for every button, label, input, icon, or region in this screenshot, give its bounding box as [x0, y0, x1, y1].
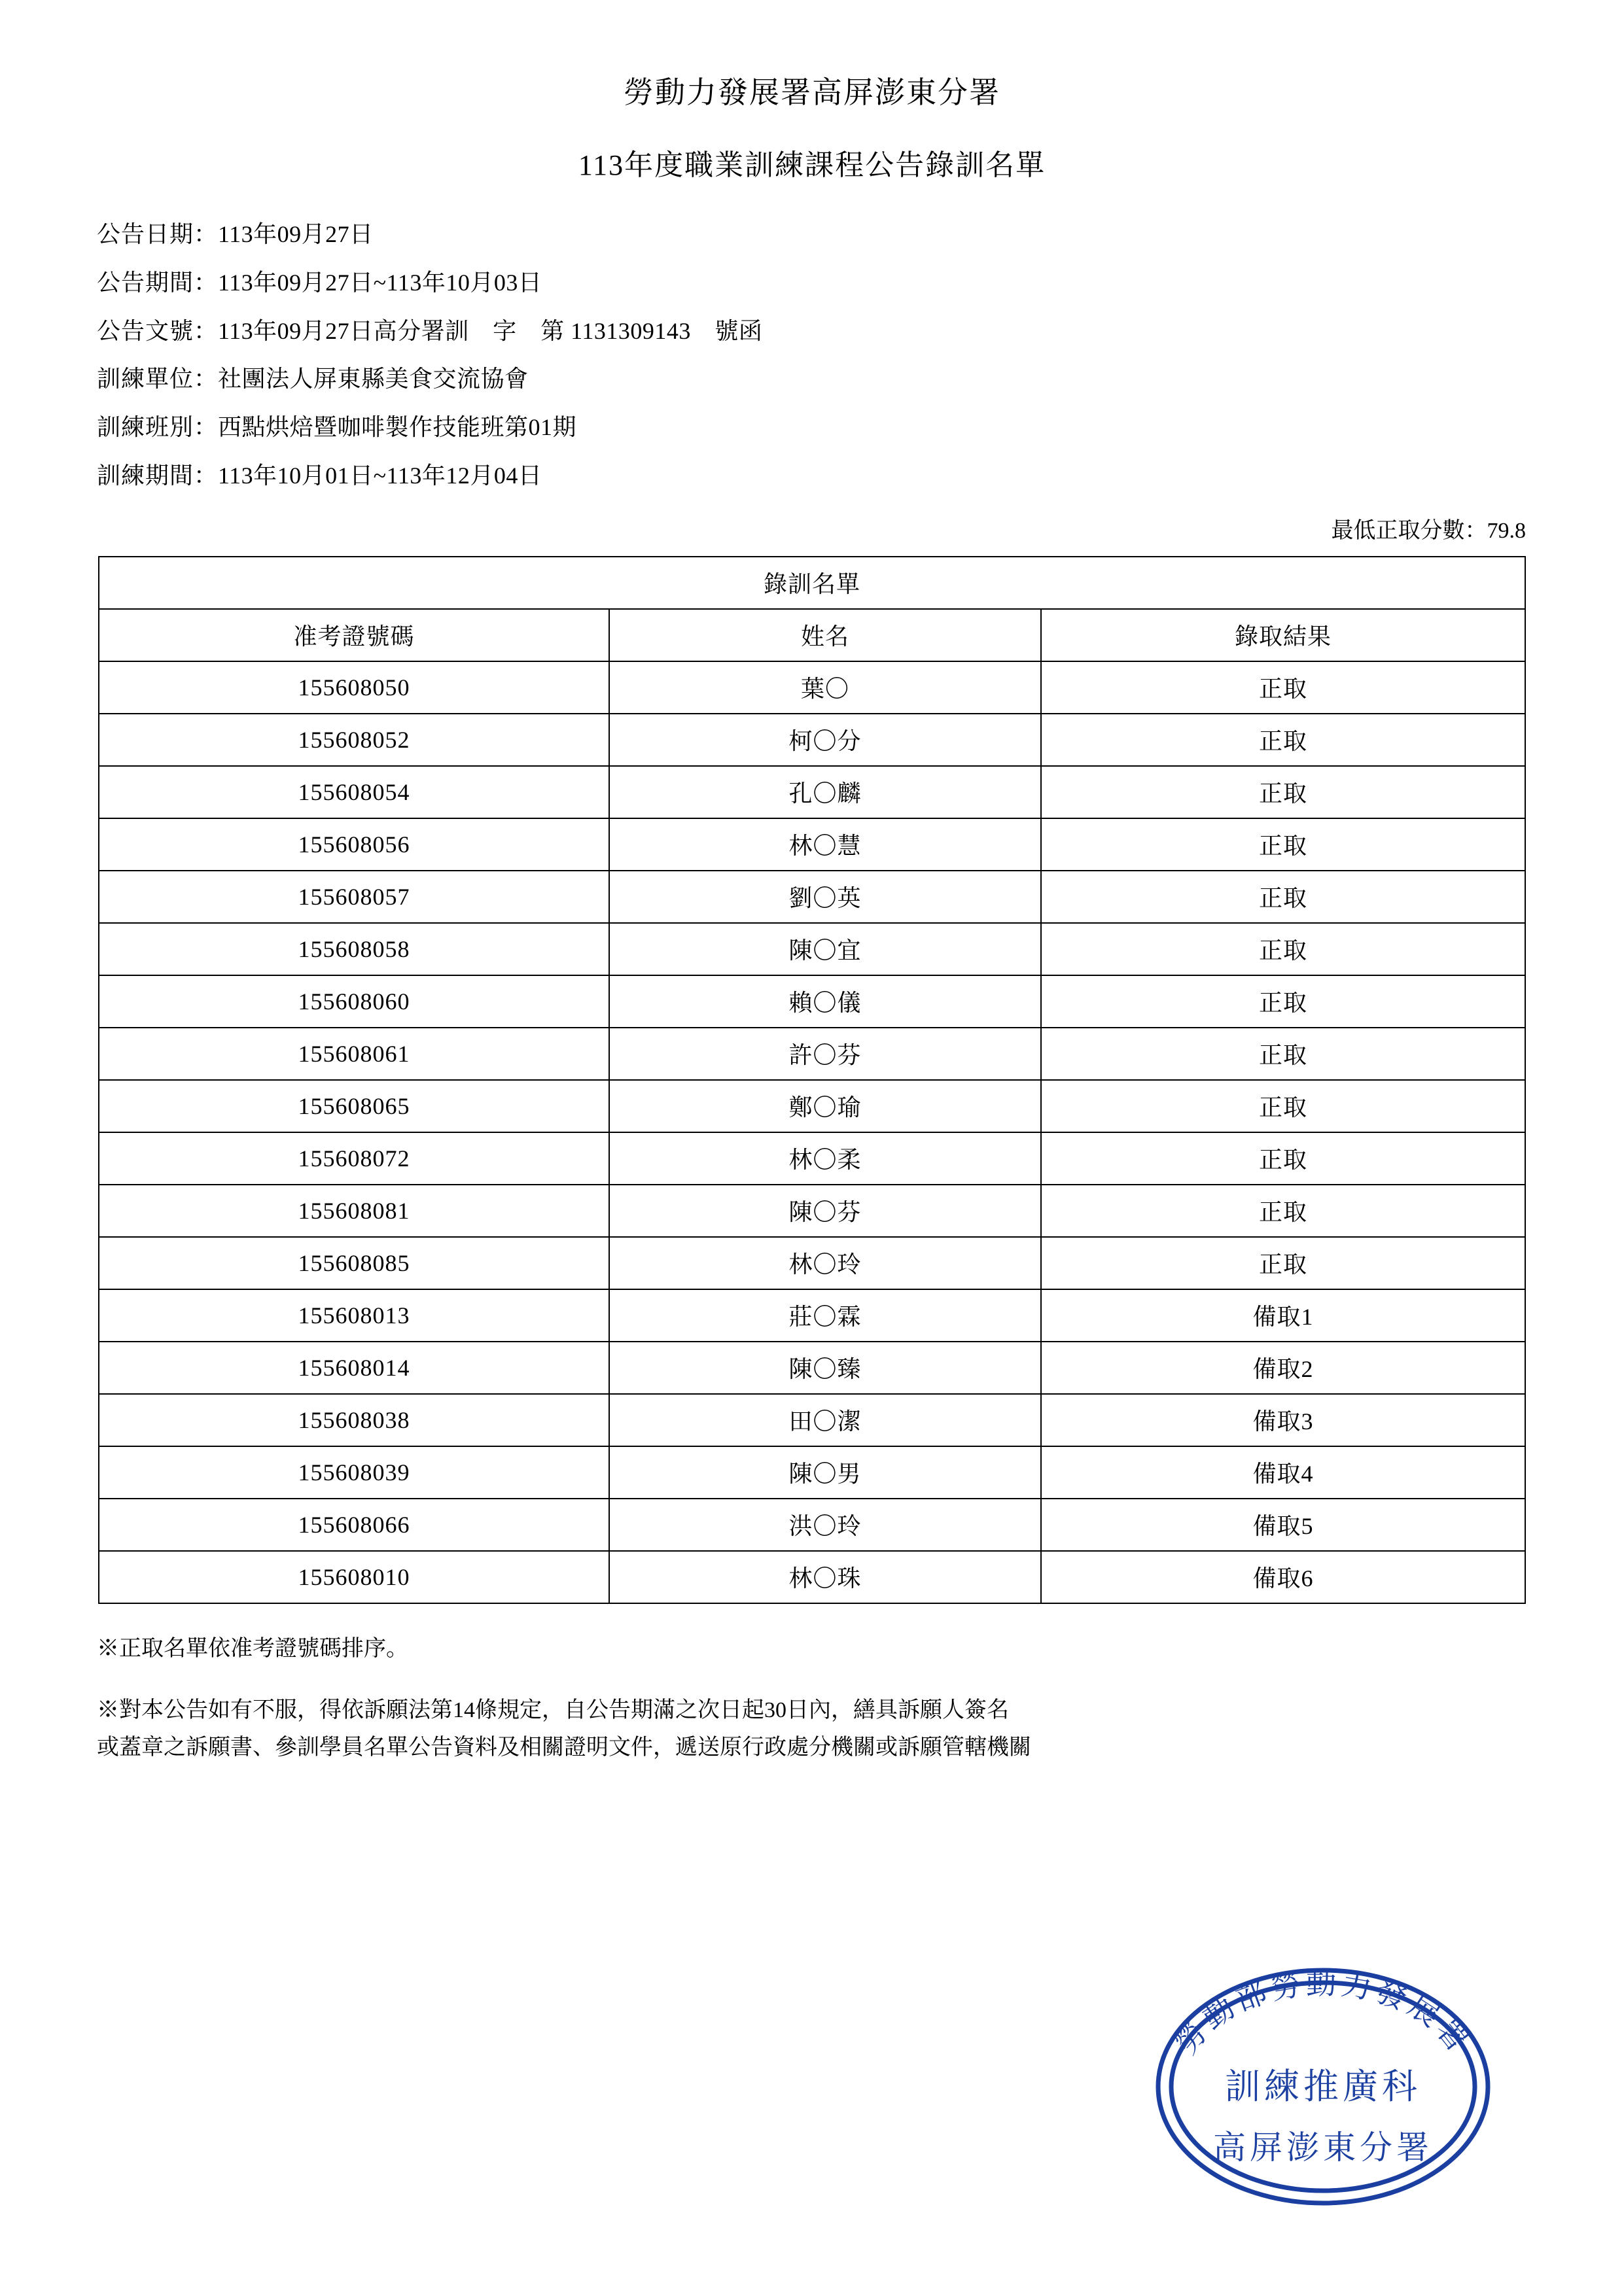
cell-id: 155608065 [99, 1080, 609, 1132]
cell-name: 莊〇霖 [609, 1289, 1041, 1342]
cell-id: 155608050 [99, 661, 609, 714]
page-title: 勞動力發展署高屏澎東分署 [624, 76, 1000, 109]
meta-label-training-period: 訓練期間： [97, 462, 219, 489]
table-header-row [99, 609, 1525, 661]
table-caption-row [99, 557, 1525, 609]
cell-name: 林〇玲 [609, 1237, 1041, 1289]
meta-value-class-name: 西點烘焙暨咖啡製作技能班第01期 [218, 414, 577, 441]
cell-id: 155608056 [99, 818, 609, 871]
meta-row-training-unit [97, 367, 1624, 392]
cell-id: 155608061 [99, 1028, 609, 1080]
cell-name: 林〇珠 [609, 1551, 1041, 1603]
cell-id: 155608039 [99, 1446, 609, 1499]
cell-name: 陳〇男 [609, 1446, 1041, 1499]
cell-id: 155608066 [99, 1499, 609, 1551]
meta-label-announce-period: 公告期間： [97, 269, 219, 296]
table-row [99, 818, 1525, 871]
cell-result: 正取 [1041, 818, 1525, 871]
cell-result: 正取 [1041, 1237, 1525, 1289]
cell-id: 155608085 [99, 1237, 609, 1289]
meta-row-training-period [97, 464, 1624, 489]
meta-label-class-name: 訓練班別： [97, 414, 219, 441]
table-row [99, 1499, 1525, 1551]
meta-block [0, 222, 1624, 489]
cell-id: 155608014 [99, 1342, 609, 1394]
table-row [99, 1185, 1525, 1237]
cell-id: 155608052 [99, 714, 609, 766]
cell-result: 備取1 [1041, 1289, 1525, 1342]
meta-row-document-number [97, 319, 1624, 344]
table-caption: 錄訓名單 [99, 557, 1525, 609]
cell-id: 155608058 [99, 923, 609, 975]
cell-result: 正取 [1041, 975, 1525, 1028]
cell-result: 正取 [1041, 1185, 1525, 1237]
cell-result: 備取5 [1041, 1499, 1525, 1551]
table-row [99, 1446, 1525, 1499]
table-row [99, 1394, 1525, 1446]
column-header-id: 准考證號碼 [99, 609, 609, 661]
cell-result: 正取 [1041, 1028, 1525, 1080]
cell-result: 正取 [1041, 871, 1525, 923]
title-block [0, 0, 1624, 186]
note-appeal-line1: ※對本公告如有不服，得依訴願法第14條規定，自公告期滿之次日起30日內，繕具訴願人簽名 [97, 1697, 1009, 1722]
cell-result: 正取 [1041, 1080, 1525, 1132]
cell-id: 155608010 [99, 1551, 609, 1603]
table-row [99, 1342, 1525, 1394]
meta-row-class-name [97, 415, 1624, 440]
page-subtitle: 113年度職業訓練課程公告錄訓名單 [578, 149, 1046, 182]
table-row [99, 975, 1525, 1028]
table-row [99, 1080, 1525, 1132]
table-row [99, 1289, 1525, 1342]
note-order: ※正取名單依准考證號碼排序。 [97, 1636, 408, 1661]
cell-name: 田〇潔 [609, 1394, 1041, 1446]
admission-list-table [98, 556, 1526, 1604]
svg-text:勞動部勞動力發展署: 勞動部勞動力發展署 [1169, 1967, 1477, 2061]
table-row [99, 766, 1525, 818]
cell-result: 正取 [1041, 1132, 1525, 1185]
notes-block [0, 1630, 1624, 1767]
table-row [99, 1028, 1525, 1080]
meta-row-announce-date [97, 222, 1624, 247]
cell-id: 155608013 [99, 1289, 609, 1342]
cell-id: 155608038 [99, 1394, 609, 1446]
cell-result: 正取 [1041, 661, 1525, 714]
cell-result: 備取3 [1041, 1394, 1525, 1446]
cell-id: 155608081 [99, 1185, 609, 1237]
table-row [99, 1551, 1525, 1603]
cell-name: 林〇柔 [609, 1132, 1041, 1185]
meta-row-announce-period [97, 271, 1624, 296]
cell-name: 賴〇儀 [609, 975, 1041, 1028]
cell-result: 備取4 [1041, 1446, 1525, 1499]
column-header-name: 姓名 [609, 609, 1041, 661]
meta-label-document-number: 公告文號： [97, 317, 219, 344]
cell-name: 洪〇玲 [609, 1499, 1041, 1551]
cell-result: 備取6 [1041, 1551, 1525, 1603]
cell-result: 正取 [1041, 766, 1525, 818]
official-seal [1153, 1962, 1493, 2211]
cell-result: 正取 [1041, 923, 1525, 975]
table-row [99, 661, 1525, 714]
table-row [99, 1132, 1525, 1185]
table-row [99, 1237, 1525, 1289]
svg-text:高屏澎東分署: 高屏澎東分署 [1213, 2129, 1433, 2166]
meta-value-announce-period: 113年09月27日~113年10月03日 [218, 269, 542, 296]
cell-name: 柯〇分 [609, 714, 1041, 766]
cell-id: 155608072 [99, 1132, 609, 1185]
cell-name: 孔〇麟 [609, 766, 1041, 818]
cell-name: 陳〇臻 [609, 1342, 1041, 1394]
cell-result: 正取 [1041, 714, 1525, 766]
cell-name: 許〇芬 [609, 1028, 1041, 1080]
meta-value-document-number: 113年09月27日高分署訓 字 第 1131309143 號函 [218, 317, 763, 344]
cell-name: 陳〇宜 [609, 923, 1041, 975]
cell-name: 陳〇芬 [609, 1185, 1041, 1237]
cell-id: 155608054 [99, 766, 609, 818]
meta-label-announce-date: 公告日期： [97, 220, 219, 247]
table-body [99, 557, 1525, 1603]
cell-result: 備取2 [1041, 1342, 1525, 1394]
cell-name: 鄭〇瑜 [609, 1080, 1041, 1132]
column-header-result: 錄取結果 [1041, 609, 1525, 661]
table-row [99, 714, 1525, 766]
cell-id: 155608057 [99, 871, 609, 923]
svg-text:訓練推廣科: 訓練推廣科 [1225, 2067, 1421, 2106]
cell-name: 林〇慧 [609, 818, 1041, 871]
note-appeal-line2: 或蓋章之訴願書、參訓學員名單公告資料及相關證明文件，遞送原行政處分機關或訴願管轄機關 [97, 1735, 1031, 1760]
min-score-text: 最低正取分數：79.8 [1331, 518, 1526, 543]
meta-label-training-unit: 訓練單位： [97, 366, 219, 392]
meta-value-training-period: 113年10月01日~113年12月04日 [218, 462, 542, 489]
meta-value-announce-date: 113年09月27日 [218, 220, 374, 247]
table-row [99, 871, 1525, 923]
cell-id: 155608060 [99, 975, 609, 1028]
table-row [99, 923, 1525, 975]
cell-name: 葉〇 [609, 661, 1041, 714]
meta-value-training-unit: 社團法人屏東縣美食交流協會 [218, 366, 529, 392]
cell-name: 劉〇英 [609, 871, 1041, 923]
